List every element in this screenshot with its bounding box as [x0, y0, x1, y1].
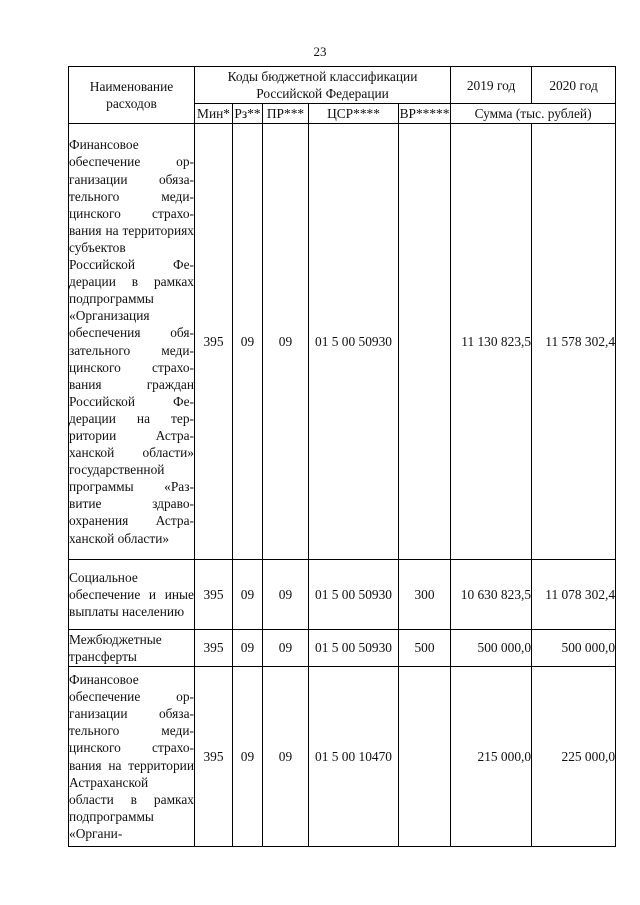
row-pr: 09 — [263, 560, 309, 630]
row-rz: 09 — [233, 667, 263, 847]
row-name: Финансовое обеспечение организации обязательного медицинского страхования на территориях субъектов Российской Федерации в рамках подпрограммы «Организация обеспечения обязательного медицинского страхования граждан Российской Федерации на территории Астраханской области» государственной программы «Развитие здравоохранения Астраханской области» — [69, 124, 195, 560]
budget-table — [68, 66, 616, 847]
row-vr: 300 — [399, 560, 451, 630]
row-min: 395 — [195, 667, 233, 847]
row-min: 395 — [195, 124, 233, 560]
header-csr: ЦСР**** — [309, 104, 399, 124]
header-min: Мин* — [195, 104, 233, 124]
row-pr: 09 — [263, 630, 309, 667]
row-csr: 01 5 00 50930 — [309, 630, 399, 667]
row-csr: 01 5 00 10470 — [309, 667, 399, 847]
row-vr — [399, 667, 451, 847]
row-min: 395 — [195, 630, 233, 667]
row-sum-2019: 11 130 823,5 — [451, 124, 532, 560]
header-vr: ВР***** — [399, 104, 451, 124]
row-sum-2019: 500 000,0 — [451, 630, 532, 667]
header-name-column: Наименование расходов — [69, 67, 195, 124]
table-row — [69, 560, 616, 630]
row-vr: 500 — [399, 630, 451, 667]
header-codes-group: Коды бюджетной классификации Российской Федерации — [195, 67, 451, 104]
row-sum-2019: 10 630 823,5 — [451, 560, 532, 630]
row-sum-2020: 225 000,0 — [532, 667, 616, 847]
table-row — [69, 124, 616, 560]
header-sum: Сумма (тыс. рублей) — [451, 104, 616, 124]
page-number: 23 — [313, 44, 327, 59]
header-year-2020: 2020 год — [532, 67, 616, 104]
row-rz: 09 — [233, 560, 263, 630]
row-sum-2020: 11 078 302,4 — [532, 560, 616, 630]
row-name: Финансовое обеспечение организации обязательного медицинского страхования на территории Астраханской области в рамках подпрограммы «Органи- — [69, 667, 195, 847]
row-rz: 09 — [233, 630, 263, 667]
header-rz: Рз** — [233, 104, 263, 124]
header-pr: ПР*** — [263, 104, 309, 124]
row-min: 395 — [195, 560, 233, 630]
table-row — [69, 667, 616, 847]
table-row — [69, 630, 616, 667]
row-csr: 01 5 00 50930 — [309, 124, 399, 560]
row-sum-2020: 500 000,0 — [532, 630, 616, 667]
row-csr: 01 5 00 50930 — [309, 560, 399, 630]
header-row-main — [69, 67, 616, 104]
row-pr: 09 — [263, 124, 309, 560]
row-vr — [399, 124, 451, 560]
row-sum-2020: 11 578 302,4 — [532, 124, 616, 560]
row-sum-2019: 215 000,0 — [451, 667, 532, 847]
row-pr: 09 — [263, 667, 309, 847]
row-name: Социальное обеспечение и иные выплаты населению — [69, 560, 195, 630]
row-name: Межбюджетные трансферты — [69, 630, 195, 667]
row-rz: 09 — [233, 124, 263, 560]
header-year-2019: 2019 год — [451, 67, 532, 104]
